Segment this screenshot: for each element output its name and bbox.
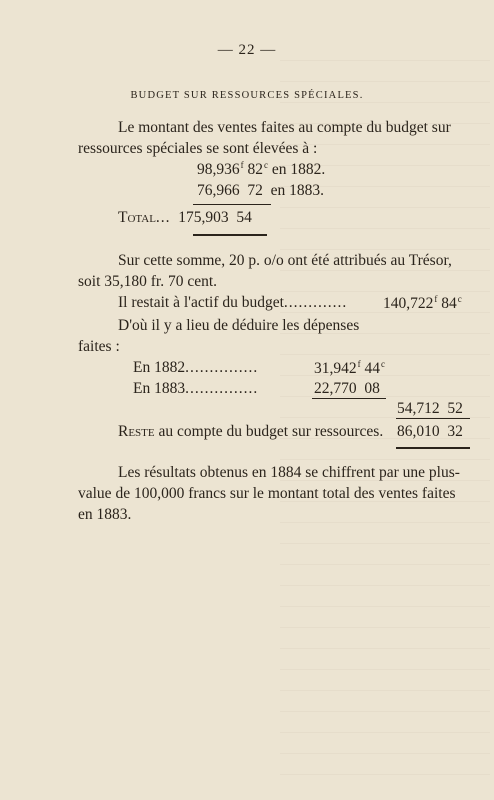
section-title: BUDGET SUR RESSOURCES SPÉCIALES. (130, 90, 364, 101)
centime-symbol: c (264, 160, 268, 170)
reste-label-rest: au compte du budget sur ressources. (158, 423, 384, 440)
expense-row-1883 (133, 380, 258, 398)
expense-total-cents: 52 (447, 400, 463, 417)
tresor-paragraph (78, 250, 472, 292)
expense-total (397, 400, 463, 418)
conclusion-line-3: en 1883. (78, 506, 132, 523)
expense-total-rule (396, 418, 470, 419)
intro-line-1: Le montant des ventes faites au compte du budget sur (118, 119, 451, 136)
sales-year: en 1883. (270, 182, 325, 199)
total-label: Total (118, 209, 156, 226)
expense-dots: ............... (185, 380, 259, 397)
sales-row-1883 (197, 182, 324, 200)
reste-amount: 86,010 (397, 423, 440, 440)
franc-symbol: f (240, 160, 244, 170)
sales-sum-rule (193, 204, 271, 205)
deduction-line-1: D'où il y a lieu de déduire les dépenses (118, 317, 360, 334)
franc-symbol: f (434, 294, 438, 304)
expense-row-1882 (133, 359, 258, 377)
tresor-line-1: Sur cette somme, 20 p. o/o ont été attribués au Trésor, (118, 252, 452, 269)
sales-cents: 82 (247, 161, 263, 178)
tresor-line-2: soit 35,180 fr. 70 cent. (78, 273, 218, 290)
centime-symbol: c (457, 294, 462, 304)
actif-row (118, 294, 347, 312)
expense-total-amount: 54,712 (397, 400, 440, 417)
total-cents: 54 (236, 209, 252, 226)
reste-label-caps: Reste (118, 423, 155, 440)
reste-rule (396, 447, 470, 449)
sales-year: en 1882. (271, 161, 326, 178)
expense-dots: ............... (185, 359, 259, 376)
expense-value-1883 (314, 380, 380, 398)
expense-amount: 22,770 (314, 380, 357, 397)
actif-cents: 84 (441, 295, 457, 312)
actif-label: Il restait à l'actif du budget (118, 294, 284, 311)
conclusion-paragraph (78, 462, 472, 525)
expense-amount: 31,942 (314, 360, 357, 377)
expense-value-1882 (314, 359, 385, 378)
page-number: — 22 — (217, 42, 277, 58)
expense-sum-rule (312, 398, 386, 399)
intro-paragraph (78, 117, 472, 159)
centime-symbol: c (381, 359, 385, 369)
deduction-line-2: faites : (78, 338, 120, 355)
reste-cents: 32 (447, 423, 463, 440)
reste-row (118, 423, 383, 441)
conclusion-line-2: value de 100,000 francs sur le montant total des ventes faites (78, 485, 456, 502)
total-row (118, 209, 252, 227)
actif-amount: 140,722 (383, 295, 434, 312)
actif-value (383, 294, 462, 313)
sales-cents: 72 (247, 182, 263, 199)
deduction-paragraph (78, 315, 384, 357)
total-dots: ... (155, 209, 171, 226)
total-rule (193, 234, 267, 236)
sales-amount: 98,936 (197, 161, 240, 178)
sales-row-1882 (197, 160, 325, 179)
expense-cents: 08 (364, 380, 380, 397)
sales-amount: 76,966 (197, 182, 240, 199)
expense-label: En 1883 (133, 380, 186, 397)
expense-cents: 44 (364, 360, 380, 377)
intro-line-2: ressources spéciales se sont élevées à : (78, 140, 318, 157)
franc-symbol: f (357, 359, 361, 369)
conclusion-line-1: Les résultats obtenus en 1884 se chiffrent par une plus- (118, 464, 460, 481)
total-amount: 175,903 (178, 209, 229, 226)
expense-label: En 1882 (133, 359, 186, 376)
actif-dots: ............. (283, 294, 348, 311)
reste-value (397, 423, 463, 441)
